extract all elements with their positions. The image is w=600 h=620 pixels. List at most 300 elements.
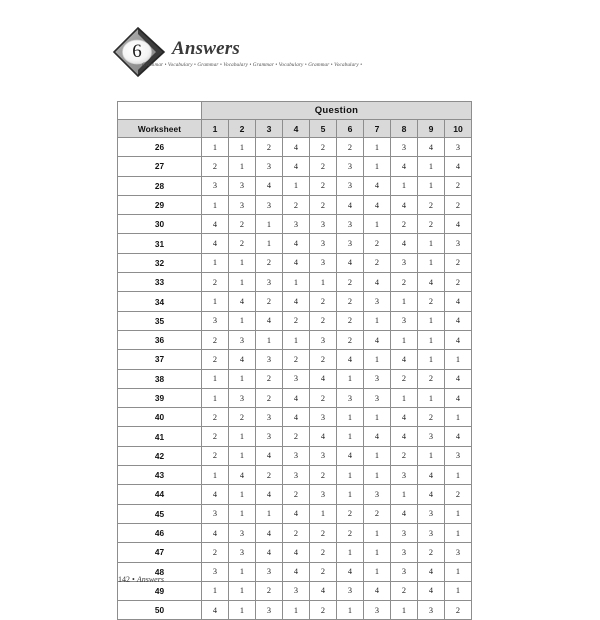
answer-cell: 3 <box>337 234 364 253</box>
answer-cell: 1 <box>337 466 364 485</box>
answer-cell: 3 <box>256 427 283 446</box>
answer-cell: 1 <box>364 543 391 562</box>
answer-cell: 2 <box>229 215 256 234</box>
table-banner-row <box>118 102 472 120</box>
answer-cell: 3 <box>310 446 337 465</box>
answer-cell: 1 <box>418 350 445 369</box>
worksheet-number-cell: 33 <box>118 273 202 292</box>
answer-cell: 3 <box>310 485 337 504</box>
answer-cell: 3 <box>337 157 364 176</box>
answer-cell: 1 <box>418 388 445 407</box>
answer-cell: 4 <box>391 234 418 253</box>
table-row <box>118 543 472 562</box>
answer-cell: 3 <box>256 157 283 176</box>
answer-cell: 3 <box>202 562 229 581</box>
answer-cell: 1 <box>364 157 391 176</box>
answer-cell: 4 <box>202 601 229 620</box>
worksheet-number-cell: 43 <box>118 466 202 485</box>
answer-cell: 4 <box>202 523 229 542</box>
answer-cell: 4 <box>256 176 283 195</box>
answer-cell: 2 <box>310 157 337 176</box>
answers-table <box>117 101 472 620</box>
answer-cell: 1 <box>364 446 391 465</box>
table-row <box>118 485 472 504</box>
answer-cell: 1 <box>337 485 364 504</box>
answer-cell: 3 <box>283 446 310 465</box>
answer-cell: 1 <box>418 157 445 176</box>
table-row <box>118 523 472 542</box>
answer-cell: 1 <box>364 215 391 234</box>
answer-cell: 4 <box>256 446 283 465</box>
answer-cell: 3 <box>229 523 256 542</box>
answer-cell: 3 <box>283 581 310 600</box>
answer-cell: 1 <box>445 350 472 369</box>
answer-cell: 1 <box>418 446 445 465</box>
answer-cell: 4 <box>445 330 472 349</box>
table-row <box>118 176 472 195</box>
answer-cell: 3 <box>337 581 364 600</box>
answer-cell: 3 <box>418 523 445 542</box>
answer-cell: 1 <box>337 427 364 446</box>
column-header-q7: 7 <box>364 120 391 138</box>
answer-cell: 3 <box>310 253 337 272</box>
answer-cell: 1 <box>445 523 472 542</box>
answer-cell: 3 <box>256 408 283 427</box>
answer-cell: 2 <box>202 408 229 427</box>
answer-cell: 4 <box>283 504 310 523</box>
answer-cell: 2 <box>445 273 472 292</box>
answer-cell: 3 <box>283 369 310 388</box>
answer-cell: 1 <box>229 601 256 620</box>
answer-cell: 1 <box>391 176 418 195</box>
answer-cell: 3 <box>445 234 472 253</box>
answer-cell: 2 <box>256 388 283 407</box>
table-row <box>118 234 472 253</box>
answer-cell: 3 <box>391 523 418 542</box>
answer-cell: 1 <box>391 485 418 504</box>
table-row <box>118 292 472 311</box>
answer-cell: 1 <box>310 273 337 292</box>
answer-cell: 4 <box>202 485 229 504</box>
footer-page-number: 142 <box>118 575 130 584</box>
answer-cell: 3 <box>310 234 337 253</box>
answer-cell: 2 <box>364 253 391 272</box>
answer-cell: 2 <box>337 523 364 542</box>
answer-cell: 3 <box>418 504 445 523</box>
answer-cell: 3 <box>229 330 256 349</box>
answer-cell: 1 <box>229 273 256 292</box>
table-row <box>118 581 472 600</box>
table-head <box>118 102 472 138</box>
answer-cell: 3 <box>418 427 445 446</box>
answer-cell: 1 <box>202 292 229 311</box>
answer-cell: 1 <box>391 601 418 620</box>
answer-cell: 3 <box>445 446 472 465</box>
answer-cell: 4 <box>391 427 418 446</box>
worksheet-number-cell: 36 <box>118 330 202 349</box>
answer-cell: 2 <box>310 195 337 214</box>
answer-cell: 2 <box>202 330 229 349</box>
answer-cell: 1 <box>202 581 229 600</box>
answer-cell: 2 <box>310 176 337 195</box>
answer-cell: 4 <box>364 427 391 446</box>
answer-cell: 1 <box>418 253 445 272</box>
answer-cell: 3 <box>310 215 337 234</box>
answer-cell: 3 <box>256 350 283 369</box>
answer-cell: 4 <box>364 195 391 214</box>
answer-cell: 4 <box>418 466 445 485</box>
answer-cell: 4 <box>283 138 310 157</box>
answer-cell: 4 <box>256 543 283 562</box>
worksheet-number-cell: 37 <box>118 350 202 369</box>
column-header-q5: 5 <box>310 120 337 138</box>
answer-cell: 3 <box>364 388 391 407</box>
answer-cell: 1 <box>310 504 337 523</box>
answer-cell: 2 <box>391 369 418 388</box>
answer-cell: 2 <box>310 350 337 369</box>
answer-cell: 1 <box>337 601 364 620</box>
column-header-q10: 10 <box>445 120 472 138</box>
table-row <box>118 350 472 369</box>
answer-cell: 2 <box>337 504 364 523</box>
worksheet-number-cell: 35 <box>118 311 202 330</box>
answer-cell: 1 <box>337 369 364 388</box>
worksheet-number-cell: 32 <box>118 253 202 272</box>
column-header-q4: 4 <box>283 120 310 138</box>
answer-cell: 4 <box>256 485 283 504</box>
answer-cell: 1 <box>364 562 391 581</box>
answer-cell: 4 <box>229 292 256 311</box>
column-header-q8: 8 <box>391 120 418 138</box>
question-banner-label: Question <box>202 102 472 120</box>
answer-cell: 4 <box>283 388 310 407</box>
answer-cell: 3 <box>202 504 229 523</box>
answer-cell: 1 <box>202 388 229 407</box>
answer-cell: 3 <box>310 330 337 349</box>
answer-cell: 1 <box>445 581 472 600</box>
answer-cell: 2 <box>337 138 364 157</box>
answer-cell: 2 <box>283 350 310 369</box>
answer-cell: 4 <box>364 176 391 195</box>
answer-cell: 1 <box>445 504 472 523</box>
answer-cell: 1 <box>337 543 364 562</box>
worksheet-number-cell: 46 <box>118 523 202 542</box>
table-row <box>118 157 472 176</box>
answer-cell: 1 <box>256 234 283 253</box>
answer-cell: 4 <box>337 253 364 272</box>
worksheet-number-cell: 30 <box>118 215 202 234</box>
answer-cell: 2 <box>310 601 337 620</box>
answer-cell: 1 <box>337 408 364 427</box>
answer-cell: 2 <box>283 311 310 330</box>
answer-cell: 3 <box>202 311 229 330</box>
answer-cell: 2 <box>256 581 283 600</box>
answer-cell: 2 <box>445 601 472 620</box>
answer-cell: 2 <box>418 215 445 234</box>
answer-cell: 2 <box>337 273 364 292</box>
answer-cell: 2 <box>337 292 364 311</box>
answer-cell: 1 <box>229 446 256 465</box>
answer-cell: 2 <box>283 523 310 542</box>
answer-cell: 2 <box>202 157 229 176</box>
table-body <box>118 138 472 620</box>
answer-cell: 3 <box>283 466 310 485</box>
answer-cell: 3 <box>391 543 418 562</box>
answer-cell: 4 <box>283 292 310 311</box>
answer-cell: 4 <box>337 562 364 581</box>
worksheet-number-cell: 29 <box>118 195 202 214</box>
footer-label: Answers <box>136 575 164 584</box>
answer-cell: 1 <box>418 311 445 330</box>
answer-cell: 1 <box>283 176 310 195</box>
answer-cell: 4 <box>391 350 418 369</box>
answer-cell: 1 <box>202 369 229 388</box>
answer-cell: 1 <box>229 504 256 523</box>
answer-cell: 4 <box>445 388 472 407</box>
chapter-subtitle: Grammar • Vocabulary • Grammar • Vocabulary • Grammar • Vocabulary • Grammar • Vocabulary • <box>142 62 363 68</box>
answer-cell: 1 <box>283 601 310 620</box>
answer-cell: 4 <box>256 523 283 542</box>
worksheet-number-cell: 44 <box>118 485 202 504</box>
answer-cell: 1 <box>418 234 445 253</box>
answer-cell: 2 <box>202 543 229 562</box>
answer-cell: 2 <box>202 350 229 369</box>
chapter-number: 6 <box>132 40 142 62</box>
answer-cell: 4 <box>310 427 337 446</box>
table-row <box>118 446 472 465</box>
answer-cell: 2 <box>445 195 472 214</box>
answer-cell: 4 <box>310 369 337 388</box>
answer-cell: 4 <box>418 562 445 581</box>
answer-cell: 2 <box>391 215 418 234</box>
answer-cell: 2 <box>256 369 283 388</box>
worksheet-number-cell: 48 <box>118 562 202 581</box>
answer-cell: 1 <box>229 138 256 157</box>
answer-cell: 4 <box>445 157 472 176</box>
table-row <box>118 466 472 485</box>
table-row <box>118 504 472 523</box>
table-column-header-row <box>118 120 472 138</box>
answer-cell: 1 <box>418 330 445 349</box>
answer-cell: 2 <box>310 523 337 542</box>
answer-cell: 1 <box>364 466 391 485</box>
answer-cell: 2 <box>418 408 445 427</box>
answer-cell: 3 <box>229 388 256 407</box>
answer-cell: 4 <box>283 562 310 581</box>
table-row <box>118 408 472 427</box>
worksheet-number-cell: 38 <box>118 369 202 388</box>
answer-cell: 2 <box>283 485 310 504</box>
answer-cell: 3 <box>391 562 418 581</box>
answer-cell: 2 <box>445 485 472 504</box>
footer-separator: • <box>132 575 135 584</box>
answer-cell: 2 <box>283 427 310 446</box>
answer-cell: 3 <box>445 138 472 157</box>
answer-cell: 3 <box>391 138 418 157</box>
answer-cell: 2 <box>445 253 472 272</box>
answer-cell: 1 <box>364 138 391 157</box>
answer-cell: 4 <box>391 504 418 523</box>
worksheet-number-cell: 34 <box>118 292 202 311</box>
answer-cell: 1 <box>256 504 283 523</box>
worksheet-number-cell: 45 <box>118 504 202 523</box>
answer-cell: 2 <box>418 369 445 388</box>
answer-cell: 3 <box>337 176 364 195</box>
answer-cell: 2 <box>229 234 256 253</box>
answer-cell: 1 <box>202 138 229 157</box>
answer-cell: 4 <box>445 427 472 446</box>
worksheet-number-cell: 50 <box>118 601 202 620</box>
answer-cell: 3 <box>418 601 445 620</box>
answer-cell: 4 <box>202 234 229 253</box>
answer-cell: 2 <box>418 292 445 311</box>
answer-cell: 1 <box>418 176 445 195</box>
answer-cell: 4 <box>310 581 337 600</box>
answer-cell: 1 <box>256 330 283 349</box>
answer-cell: 1 <box>391 292 418 311</box>
answer-cell: 1 <box>364 408 391 427</box>
worksheet-number-cell: 31 <box>118 234 202 253</box>
answer-cell: 2 <box>256 138 283 157</box>
answer-cell: 4 <box>445 215 472 234</box>
answer-cell: 1 <box>229 562 256 581</box>
table-row <box>118 253 472 272</box>
page-title: Answers <box>172 38 240 59</box>
answer-cell: 2 <box>364 504 391 523</box>
answer-cell: 1 <box>229 311 256 330</box>
answer-cell: 2 <box>202 273 229 292</box>
answer-cell: 3 <box>337 388 364 407</box>
answer-cell: 3 <box>256 601 283 620</box>
answer-cell: 4 <box>283 543 310 562</box>
answer-cell: 4 <box>256 311 283 330</box>
answer-cell: 1 <box>283 273 310 292</box>
answer-cell: 1 <box>445 466 472 485</box>
answer-cell: 4 <box>391 195 418 214</box>
worksheet-number-cell: 49 <box>118 581 202 600</box>
worksheet-number-cell: 42 <box>118 446 202 465</box>
column-header-q2: 2 <box>229 120 256 138</box>
answer-cell: 3 <box>364 601 391 620</box>
answer-cell: 3 <box>337 215 364 234</box>
table-row <box>118 330 472 349</box>
answer-cell: 4 <box>418 273 445 292</box>
answer-cell: 4 <box>364 581 391 600</box>
answer-cell: 4 <box>364 273 391 292</box>
answer-cell: 4 <box>283 408 310 427</box>
worksheet-number-cell: 47 <box>118 543 202 562</box>
column-header-q6: 6 <box>337 120 364 138</box>
answer-cell: 3 <box>229 543 256 562</box>
answer-cell: 4 <box>202 215 229 234</box>
answer-cell: 2 <box>310 388 337 407</box>
answer-cell: 1 <box>445 562 472 581</box>
answer-cell: 2 <box>391 273 418 292</box>
answer-cell: 2 <box>391 446 418 465</box>
answers-table-container <box>117 101 471 620</box>
answer-cell: 3 <box>364 292 391 311</box>
answer-cell: 3 <box>283 215 310 234</box>
column-header-q3: 3 <box>256 120 283 138</box>
answer-cell: 2 <box>256 292 283 311</box>
answer-cell: 1 <box>229 369 256 388</box>
answer-cell: 2 <box>445 176 472 195</box>
answer-cell: 3 <box>391 466 418 485</box>
answer-cell: 1 <box>202 195 229 214</box>
worksheet-number-cell: 40 <box>118 408 202 427</box>
table-row <box>118 138 472 157</box>
answer-cell: 4 <box>283 157 310 176</box>
answer-cell: 4 <box>229 466 256 485</box>
answer-cell: 4 <box>337 446 364 465</box>
table-row <box>118 215 472 234</box>
answer-cell: 2 <box>310 562 337 581</box>
answer-cell: 4 <box>391 408 418 427</box>
answer-cell: 2 <box>337 311 364 330</box>
answer-cell: 2 <box>310 543 337 562</box>
answer-cell: 4 <box>391 157 418 176</box>
chapter-header <box>112 26 512 82</box>
answer-cell: 4 <box>283 253 310 272</box>
table-row <box>118 311 472 330</box>
answer-cell: 3 <box>310 408 337 427</box>
answer-cell: 4 <box>418 485 445 504</box>
answer-cell: 2 <box>202 427 229 446</box>
answer-cell: 3 <box>445 543 472 562</box>
chapter-number-badge <box>112 26 178 78</box>
column-header-q9: 9 <box>418 120 445 138</box>
answer-cell: 2 <box>310 466 337 485</box>
answer-cell: 1 <box>229 157 256 176</box>
table-row <box>118 562 472 581</box>
answer-cell: 1 <box>229 581 256 600</box>
worksheet-number-cell: 41 <box>118 427 202 446</box>
answer-cell: 2 <box>256 253 283 272</box>
worksheet-number-cell: 28 <box>118 176 202 195</box>
answer-cell: 4 <box>364 330 391 349</box>
answer-cell: 2 <box>310 292 337 311</box>
answer-cell: 3 <box>391 311 418 330</box>
answer-cell: 3 <box>391 253 418 272</box>
answer-cell: 1 <box>364 311 391 330</box>
answer-cell: 3 <box>202 176 229 195</box>
answer-cell: 2 <box>229 408 256 427</box>
answer-cell: 4 <box>445 311 472 330</box>
answer-cell: 2 <box>391 581 418 600</box>
column-header-worksheet: Worksheet <box>118 120 202 138</box>
answer-cell: 2 <box>337 330 364 349</box>
answer-cell: 1 <box>256 215 283 234</box>
table-row <box>118 195 472 214</box>
answer-cell: 2 <box>364 234 391 253</box>
table-row <box>118 427 472 446</box>
answer-cell: 2 <box>418 543 445 562</box>
answer-cell: 1 <box>229 485 256 504</box>
answer-cell: 4 <box>229 350 256 369</box>
answer-cell: 2 <box>256 466 283 485</box>
answer-cell: 1 <box>229 427 256 446</box>
answer-cell: 1 <box>391 330 418 349</box>
table-row <box>118 273 472 292</box>
table-row <box>118 369 472 388</box>
worksheet-number-cell: 27 <box>118 157 202 176</box>
worksheet-number-cell: 26 <box>118 138 202 157</box>
answer-cell: 2 <box>310 138 337 157</box>
answer-cell: 3 <box>364 369 391 388</box>
table-row <box>118 601 472 620</box>
answer-cell: 1 <box>202 253 229 272</box>
answer-cell: 4 <box>418 138 445 157</box>
